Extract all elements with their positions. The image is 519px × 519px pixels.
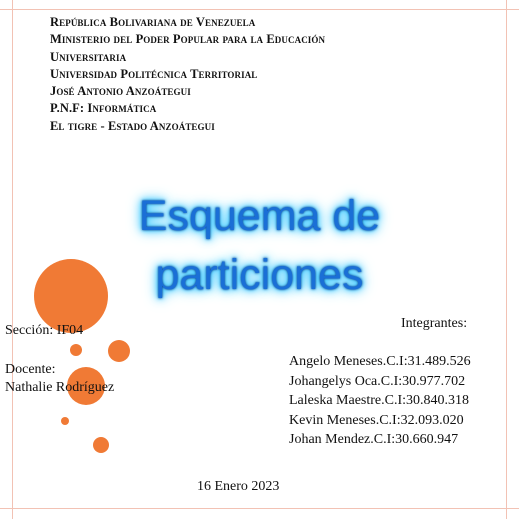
member-item: Johan Mendez.C.I:30.660.947 bbox=[289, 432, 459, 447]
frame-bottom-line bbox=[0, 508, 519, 509]
decor-circle-tiny bbox=[61, 417, 69, 425]
decor-circle-small bbox=[70, 344, 82, 356]
teacher-name: Nathalie Rodríguez bbox=[5, 380, 115, 395]
header-line: República Bolivariana de Venezuela bbox=[50, 15, 256, 29]
member-item: Laleska Maestre.C.I:30.840.318 bbox=[289, 393, 470, 408]
header-line: Universidad Politécnica Territorial bbox=[50, 66, 258, 81]
header-line: José Antonio Anzoátegui bbox=[50, 84, 191, 99]
member-item: Johangelys Oca.C.I:30.977.702 bbox=[289, 373, 466, 389]
title-line-1: Esquema de bbox=[138, 192, 381, 240]
member-item: Kevin Meneses.C.I:32.093.020 bbox=[289, 412, 464, 428]
members-list bbox=[289, 352, 471, 450]
members-label: Integrantes: bbox=[401, 316, 468, 331]
decor-circle-lower bbox=[93, 437, 109, 453]
member-item: Angelo Meneses.C.I:31.489.526 bbox=[289, 354, 471, 369]
teacher-label: Docente: bbox=[5, 362, 56, 377]
header-line: P.N.F: Informática bbox=[50, 101, 157, 116]
frame-top-line bbox=[0, 9, 519, 10]
title-line-2: particiones bbox=[155, 251, 364, 299]
header-line: Ministerio del Poder Popular para la Educación bbox=[50, 32, 326, 47]
date-text: 16 Enero 2023 bbox=[197, 479, 280, 494]
institution-header bbox=[50, 14, 325, 135]
decor-circle-medium bbox=[108, 340, 130, 362]
header-line: Universitaria bbox=[50, 49, 127, 64]
section-label: Sección: IF04 bbox=[5, 323, 84, 338]
header-line: El tigre - Estado Anzoátegui bbox=[50, 118, 215, 133]
